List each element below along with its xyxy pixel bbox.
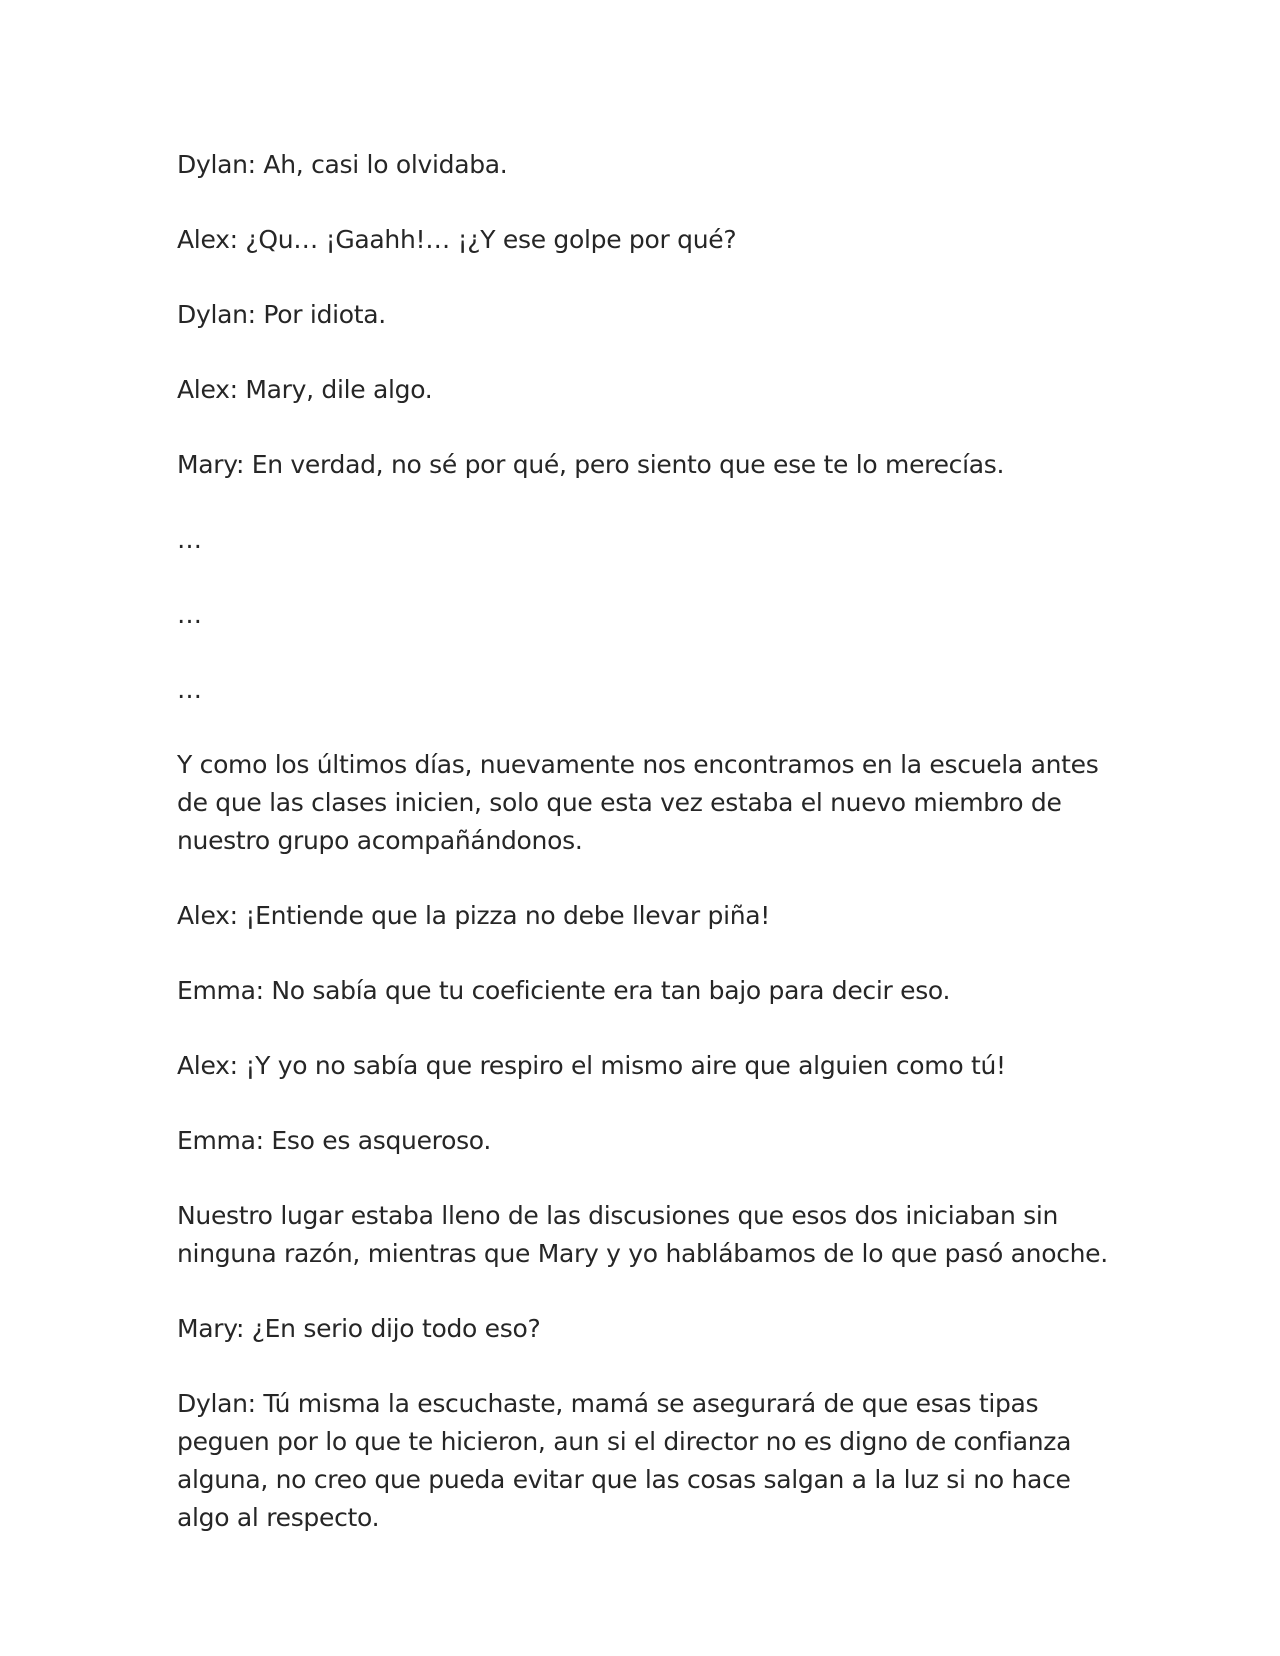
dialogue-line: Dylan: Ah, casi lo olvidaba. [177, 150, 508, 179]
dialogue-line: Dylan: Tú misma la escuchaste, mamá se asegurará de que esas tipas peguen por lo que te hicieron, aun si el director no es digno de confianza alguna, no creo que pueda evitar que las cosas salgan a la luz si no hace algo al respecto. [177, 1389, 1072, 1532]
dialogue-line: Alex: ¡Entiende que la pizza no debe llevar piña! [177, 901, 771, 930]
dialogue-line: Dylan: Por idiota. [177, 300, 386, 329]
dialogue-line: Mary: ¿En serio dijo todo eso? [177, 1314, 541, 1343]
dialogue-line: Alex: ¡Y yo no sabía que respiro el mismo aire que alguien como tú! [177, 1051, 1006, 1080]
narration-paragraph: Y como los últimos días, nuevamente nos encontramos en la escuela antes de que las clases inicien, solo que esta vez estaba el nuevo miembro de nuestro grupo acompañándonos. [177, 750, 1099, 855]
dialogue-line: Alex: Mary, dile algo. [177, 375, 433, 404]
ellipsis-separator: … [177, 675, 202, 704]
dialogue-line: Emma: No sabía que tu coeficiente era tan bajo para decir eso. [177, 976, 951, 1005]
dialogue-line: Alex: ¿Qu… ¡Gaahh!… ¡¿Y ese golpe por qué? [177, 225, 737, 254]
ellipsis-separator: … [177, 525, 202, 554]
story-text [177, 146, 1112, 1537]
ellipsis-separator: … [177, 600, 202, 629]
dialogue-line: Mary: En verdad, no sé por qué, pero siento que ese te lo merecías. [177, 450, 1005, 479]
narration-paragraph: Nuestro lugar estaba lleno de las discusiones que esos dos iniciaban sin ninguna razón, mientras que Mary y yo hablábamos de lo que pasó anoche. [177, 1201, 1108, 1268]
dialogue-line: Emma: Eso es asqueroso. [177, 1126, 491, 1155]
